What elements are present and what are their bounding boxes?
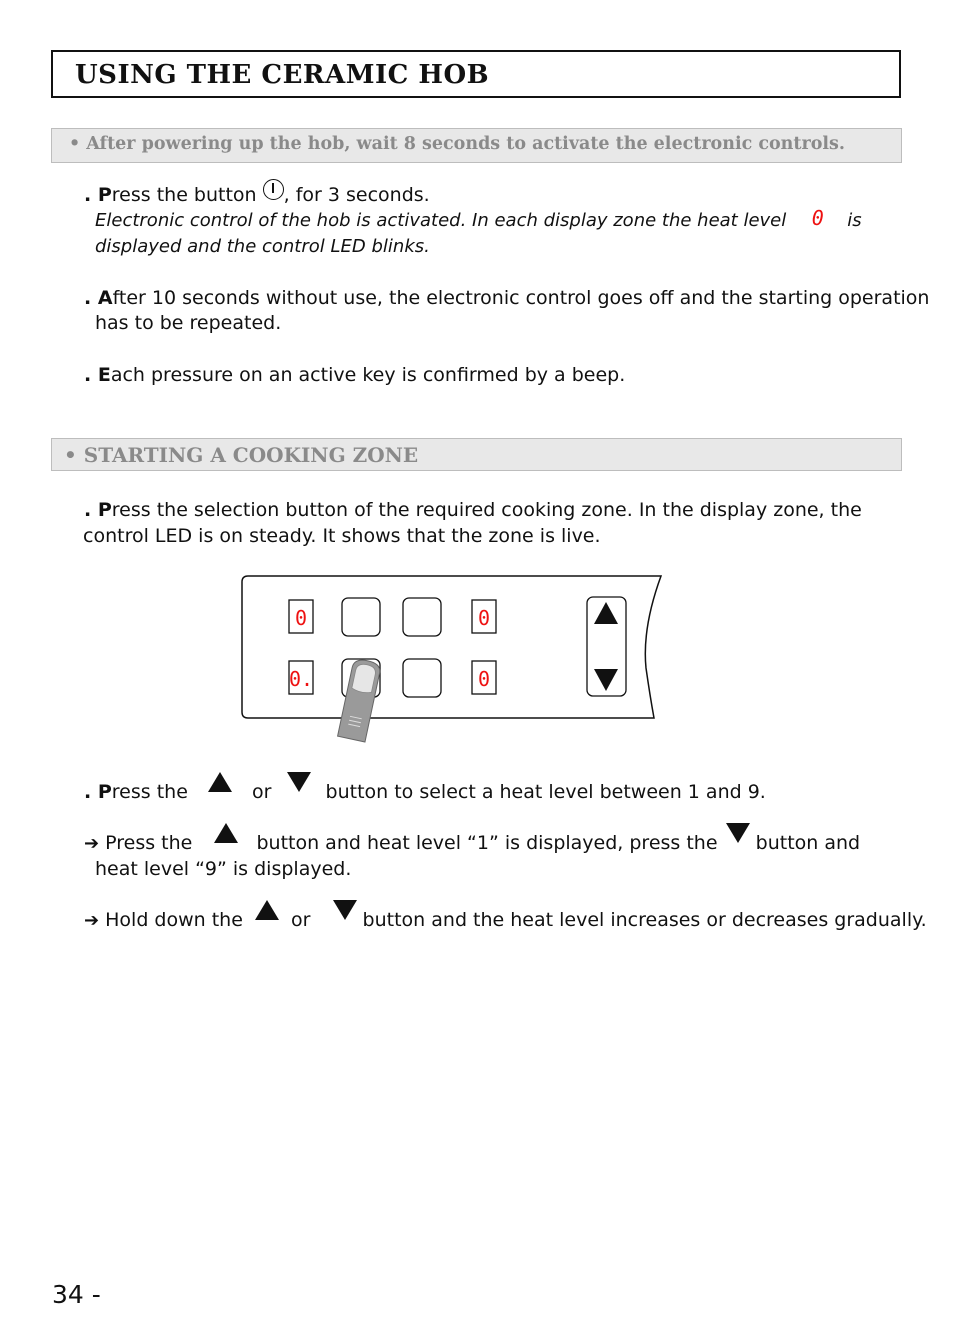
display-top-right — [472, 600, 496, 633]
text: button and — [755, 832, 861, 854]
text: or — [291, 909, 311, 931]
page-title-box — [51, 50, 901, 98]
text: Hold down the — [105, 909, 243, 931]
text: button to select a heat level between 1 and 9. — [325, 781, 766, 803]
paragraph-press-up-heat-1 — [84, 831, 860, 856]
arrow-right-icon: ➔ — [84, 833, 100, 854]
text: heat level “9” is displayed. — [95, 858, 352, 880]
text: Electronic control of the hob is activated. In each display zone the heat level — [95, 210, 787, 231]
text: displayed and the control LED blinks. — [95, 236, 430, 257]
initial-letter: A — [97, 287, 113, 309]
zone-button-1 — [342, 598, 380, 636]
paragraph-press-up-heat-1-2 — [95, 857, 351, 881]
display-bottom-left — [289, 661, 313, 694]
page-number: 34 - — [52, 1280, 101, 1309]
up-arrow-icon — [255, 900, 279, 920]
power-icon — [263, 179, 284, 200]
text: ach pressure on an active key is confirmed by a beep. — [110, 364, 626, 386]
display-value: 0 — [294, 606, 308, 630]
up-arrow-icon — [214, 823, 238, 843]
display-value: 0. — [288, 667, 314, 691]
text: button and the heat level increases or decreases gradually. — [362, 909, 927, 931]
text: fter 10 seconds without use, the electronic control goes off and the starting operation — [112, 287, 930, 309]
paragraph-press-up-down: . Press the or button to select a heat level between 1 and 9. — [84, 780, 766, 804]
heat-level-display-icon: 0 — [811, 206, 824, 230]
text: has to be repeated. — [95, 312, 282, 334]
text: ress the — [111, 781, 188, 803]
paragraph-beep: . Each pressure on an active key is confirmed by a beep. — [84, 364, 626, 386]
text: is — [847, 210, 862, 231]
text: , for 3 seconds. — [283, 184, 430, 206]
zone-button-2 — [403, 598, 441, 636]
down-arrow-icon — [726, 823, 750, 843]
text: control LED is on steady. It shows that the zone is live. — [83, 525, 601, 547]
initial-letter: E — [97, 364, 111, 386]
section-heading: • STARTING A COOKING ZONE — [64, 443, 419, 467]
paragraph-select-zone: . Press the selection button of the required cooking zone. In the display zone, the — [84, 499, 862, 521]
down-arrow-icon — [287, 772, 311, 792]
notice-bar — [51, 128, 902, 163]
text: button and heat level “1” is displayed, press the — [256, 832, 718, 854]
control-panel-illustration — [230, 568, 670, 753]
paragraph-activated — [95, 206, 862, 233]
display-top-left — [289, 600, 313, 633]
arrow-right-icon: ➔ — [84, 910, 100, 931]
display-bottom-right — [472, 661, 496, 694]
initial-letter: P — [97, 499, 112, 521]
paragraph-select-zone-2 — [83, 524, 601, 548]
paragraph-hold-down — [84, 908, 927, 933]
up-arrow-icon — [208, 772, 232, 792]
display-value: 0 — [477, 606, 491, 630]
initial-letter: P — [97, 184, 112, 206]
initial-letter: P — [97, 781, 112, 803]
paragraph-after-10s: . After 10 seconds without use, the electronic control goes off and the starting operation — [84, 287, 930, 309]
text: or — [251, 781, 272, 803]
text: ress the button — [111, 184, 257, 206]
zone-button-4 — [403, 659, 441, 697]
paragraph-press-power: . Press the button , for 3 seconds. — [84, 183, 430, 207]
notice-text: • After powering up the hob, wait 8 seconds to activate the electronic controls. — [69, 134, 845, 154]
paragraph-activated-2 — [95, 235, 430, 259]
paragraph-after-10s-2 — [95, 311, 281, 335]
section-heading-bar — [51, 438, 902, 471]
text: Press the — [105, 832, 193, 854]
down-arrow-icon — [333, 900, 357, 920]
page-title: USING THE CERAMIC HOB — [75, 60, 490, 90]
display-value: 0 — [477, 667, 491, 691]
text: ress the selection button of the required cooking zone. In the display zone, the — [111, 499, 862, 521]
